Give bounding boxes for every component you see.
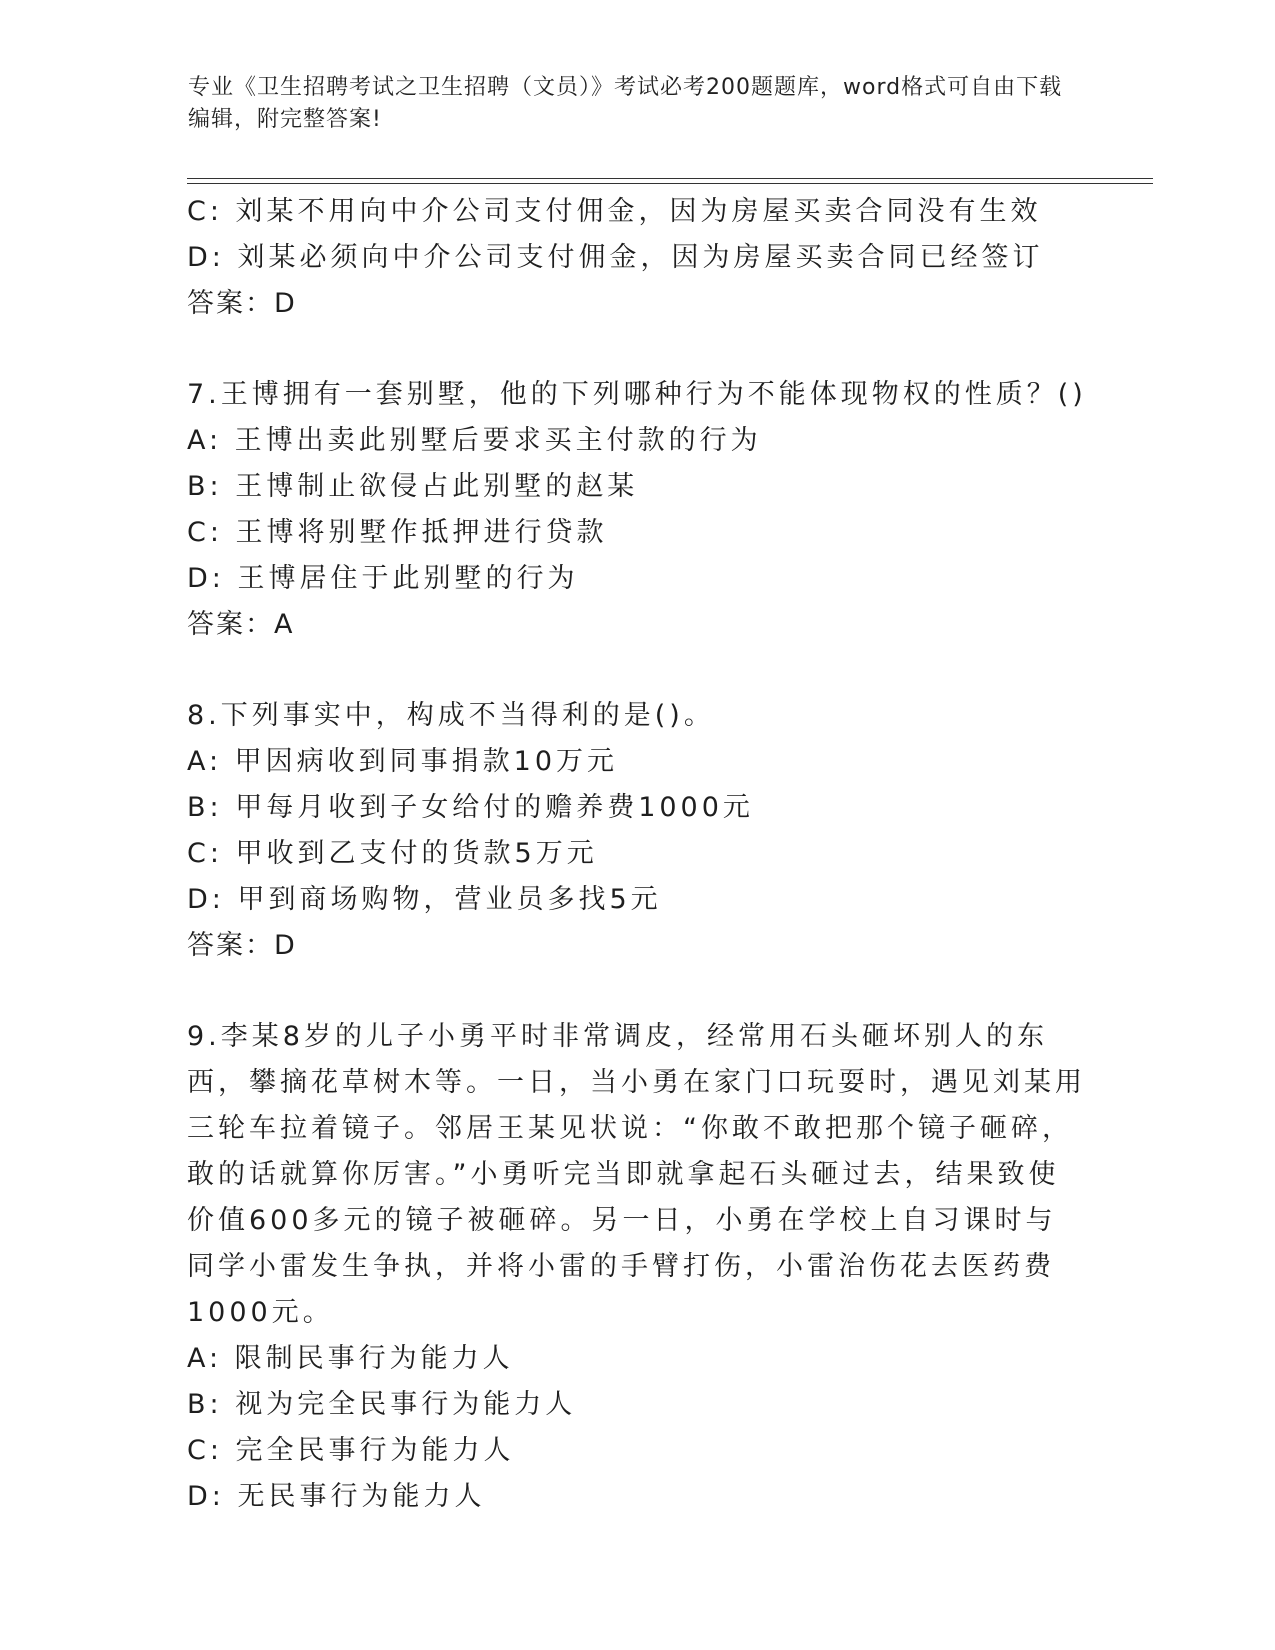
option-d: D: 王博居住于此别墅的行为 (187, 563, 579, 594)
answer: 答案：A (187, 609, 295, 640)
question-continuation (187, 189, 1087, 327)
option-c: C: 完全民事行为能力人 (187, 1435, 515, 1466)
header-divider-top (187, 178, 1153, 179)
option-b: B: 王博制止欲侵占此别墅的赵某 (187, 471, 639, 502)
option-d: D: 无民事行为能力人 (187, 1481, 486, 1512)
question-7 (187, 372, 1087, 648)
question-8 (187, 693, 1087, 969)
question-stem: 8.下列事实中，构成不当得利的是()。 (187, 700, 715, 731)
question-stem: 9.李某8岁的儿子小勇平时非常调皮，经常用石头砸坏别人的东西，攀摘花草树木等。一日，当小勇在家门口玩耍时，遇见刘某用三轮车拉着镜子。邻居王某见状说：“你敢不敢把那个镜子砸碎，敢的话就算你厉害。”小勇听完当即就拿起石头砸过去，结果致使价值600多元的镜子被砸碎。另一日，小勇在学校上自习课时与同学小雷发生争执，并将小雷的手臂打伤，小雷治伤花去医药费1000元。 (187, 1021, 1086, 1328)
option-d: D: 刘某必须向中介公司支付佣金，因为房屋买卖合同已经签订 (187, 242, 1044, 273)
answer: 答案：D (187, 288, 297, 319)
question-stem: 7.王博拥有一套别墅，他的下列哪种行为不能体现物权的性质？() (187, 379, 1087, 410)
answer: 答案：D (187, 930, 297, 961)
option-c: C: 刘某不用向中介公司支付佣金，因为房屋买卖合同没有生效 (187, 196, 1042, 227)
option-b: B: 甲每月收到子女给付的赡养费1000元 (187, 792, 754, 823)
document-body (187, 189, 1087, 1565)
option-a: A: 王博出卖此别墅后要求买主付款的行为 (187, 425, 762, 456)
question-9 (187, 1014, 1087, 1520)
header-divider-bottom (187, 183, 1153, 184)
option-c: C: 甲收到乙支付的货款5万元 (187, 838, 598, 869)
option-a: A: 限制民事行为能力人 (187, 1343, 514, 1374)
option-c: C: 王博将别墅作抵押进行贷款 (187, 517, 608, 548)
option-d: D: 甲到商场购物，营业员多找5元 (187, 884, 662, 915)
option-a: A: 甲因病收到同事捐款10万元 (187, 746, 619, 777)
option-b: B: 视为完全民事行为能力人 (187, 1389, 577, 1420)
document-header: 专业《卫生招聘考试之卫生招聘（文员）》考试必考200题题库，word格式可自由下载编辑，附完整答案! (188, 75, 1063, 132)
